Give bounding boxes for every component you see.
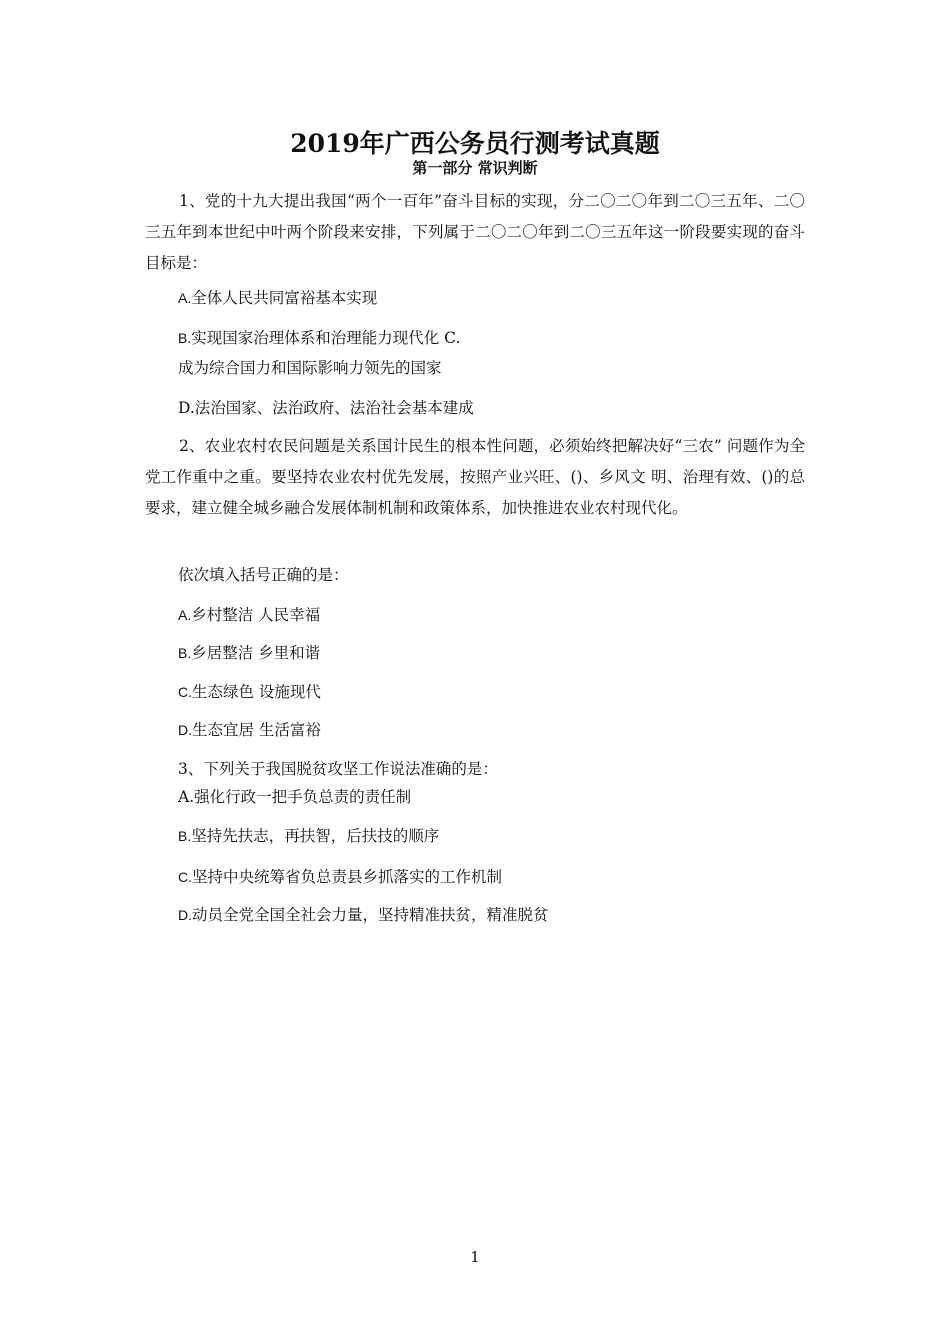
option-letter: A. [178, 290, 192, 306]
section-heading: 第一部分 常识判断 [412, 159, 538, 177]
option-letter: A. [178, 607, 192, 623]
question-1-option-a [178, 288, 377, 308]
option-text: 实现国家治理体系和治理能力现代化 C. [191, 329, 461, 347]
option-text: 动员全党全国全社会力量，坚持精准扶贫，精准脱贫 [192, 906, 549, 924]
question-2-option-d [178, 720, 321, 740]
option-text: 生态绿色 设施现代 [192, 683, 321, 701]
option-text: 乡居整洁 乡里和谐 [191, 644, 321, 662]
question-1-option-c: 成为综合国力和国际影响力领先的国家 [178, 359, 442, 377]
question-1-option-b [178, 328, 460, 348]
option-letter: D. [178, 907, 192, 923]
question-3-option-a: A.强化行政一把手负总责的责任制 [178, 788, 412, 806]
option-text: 乡村整洁 人民幸福 [191, 606, 321, 624]
question-3-option-b [178, 826, 439, 846]
question-3-stem: 3、下列关于我国脱贫攻坚工作说法准确的是： [178, 760, 498, 778]
option-letter: B. [178, 828, 192, 844]
question-1-option-d: D.法治国家、法治政府、法治社会基本建成 [178, 399, 474, 417]
document-title: 2019年广西公务员行测考试真题 [290, 129, 660, 158]
question-3-option-c [178, 867, 502, 887]
question-2-option-a [178, 605, 320, 625]
question-2-option-c [178, 682, 321, 702]
option-text: 坚持中央统筹省负总责县乡抓落实的工作机制 [192, 868, 503, 886]
question-2-option-b [178, 643, 320, 663]
option-text: 生态宜居 生活富裕 [192, 721, 321, 739]
option-text: 坚持先扶志，再扶智，后扶技的顺序 [191, 827, 440, 845]
question-2-stem: 2、农业农村农民问题是关系国计民生的根本性问题，必须始终把解决好“三农” 问题作为全党工作重中之重。要坚持农业农村优先发展，按照产业兴旺、()、乡风文 明、治理有效、()的总要求，建立健全城乡融合发展体制机制和政策体系，加快推进农业农村现代化。 [145, 437, 805, 517]
option-letter: C. [178, 684, 192, 700]
question-2-instruction: 依次填入括号正确的是： [178, 566, 349, 584]
option-letter: B. [178, 645, 192, 661]
option-text: 全体人民共同富裕基本实现 [191, 289, 378, 307]
question-1-stem: 1、党的十九大提出我国“两个一百年”奋斗目标的实现，分二〇二〇年到二〇三五年、二〇三五年到本世纪中叶两个阶段来安排，下列属于二〇二〇年到二〇三五年这一阶段要实现的奋斗目标是： [145, 192, 805, 272]
option-letter: B. [178, 330, 192, 346]
page-number: 1 [470, 1248, 480, 1266]
question-3-option-d [178, 905, 549, 925]
option-letter: C. [178, 869, 192, 885]
option-letter: D. [178, 722, 192, 738]
